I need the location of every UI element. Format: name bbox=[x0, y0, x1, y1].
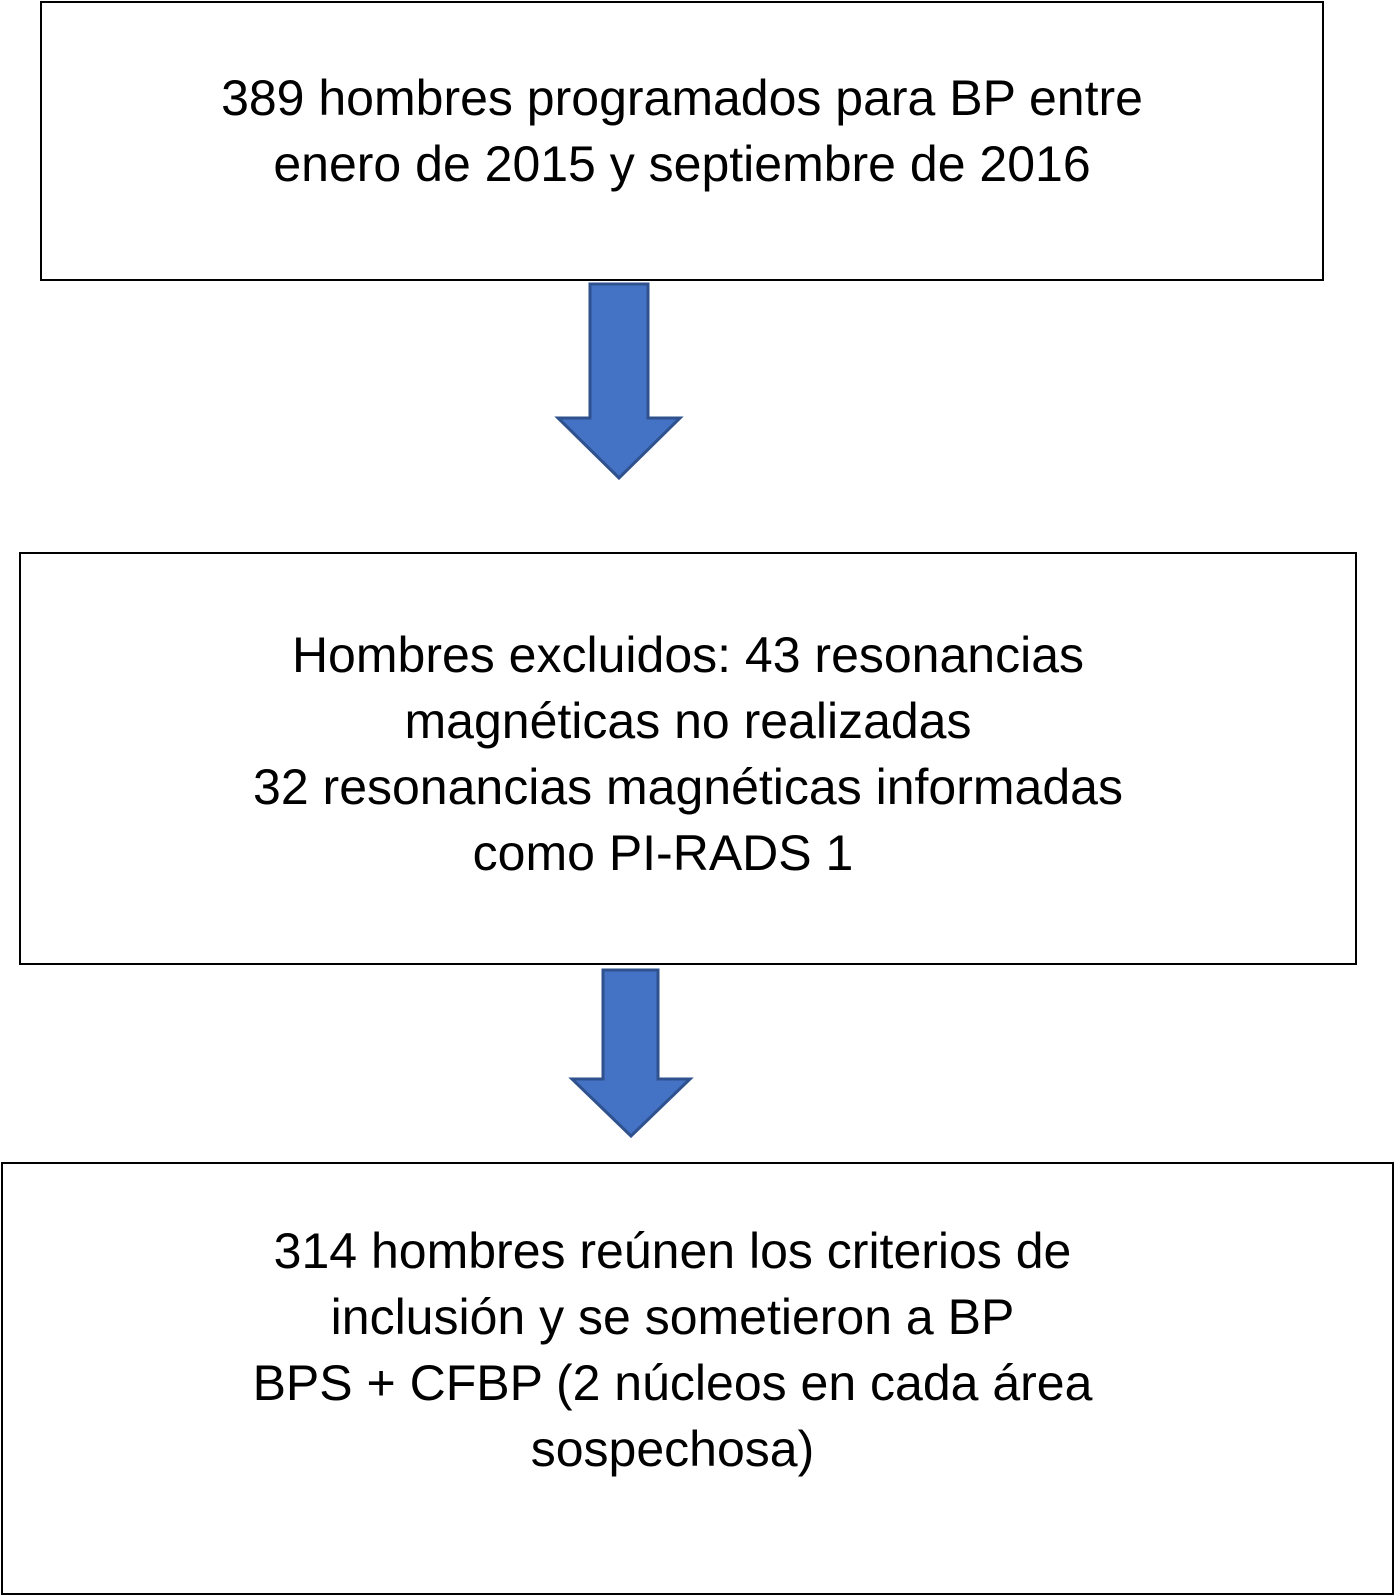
flow-text-line: BPS + CFBP (2 núcleos en cada área bbox=[252, 1355, 1093, 1411]
flow-box-text bbox=[0, 1218, 1392, 1482]
flow-box-excluded bbox=[19, 552, 1357, 965]
flow-text-line: sospechosa) bbox=[530, 1421, 815, 1477]
flow-text-line: inclusión y se sometieron a BP bbox=[330, 1289, 1015, 1345]
flow-box-text bbox=[42, 65, 1322, 197]
flow-text-line: 314 hombres reúnen los criterios de bbox=[273, 1223, 1072, 1279]
flow-text-line: Hombres excluidos: 43 resonancias bbox=[291, 627, 1085, 683]
flow-box-programmed bbox=[40, 1, 1324, 281]
flow-text-line: como PI-RADS 1 bbox=[472, 825, 854, 881]
flow-box-included bbox=[1, 1162, 1394, 1595]
down-arrow-shape bbox=[572, 970, 690, 1136]
down-arrow-icon bbox=[568, 968, 694, 1140]
flow-text-line: magnéticas no realizadas bbox=[404, 693, 972, 749]
flow-text-line: enero de 2015 y septiembre de 2016 bbox=[273, 136, 1091, 192]
flow-text-line: 389 hombres programados para BP entre bbox=[221, 70, 1143, 126]
down-arrow-shape bbox=[558, 284, 680, 478]
flow-text-line: 32 resonancias magnéticas informadas bbox=[253, 759, 1123, 815]
flow-box-text bbox=[21, 622, 1355, 886]
down-arrow-icon bbox=[554, 282, 684, 480]
